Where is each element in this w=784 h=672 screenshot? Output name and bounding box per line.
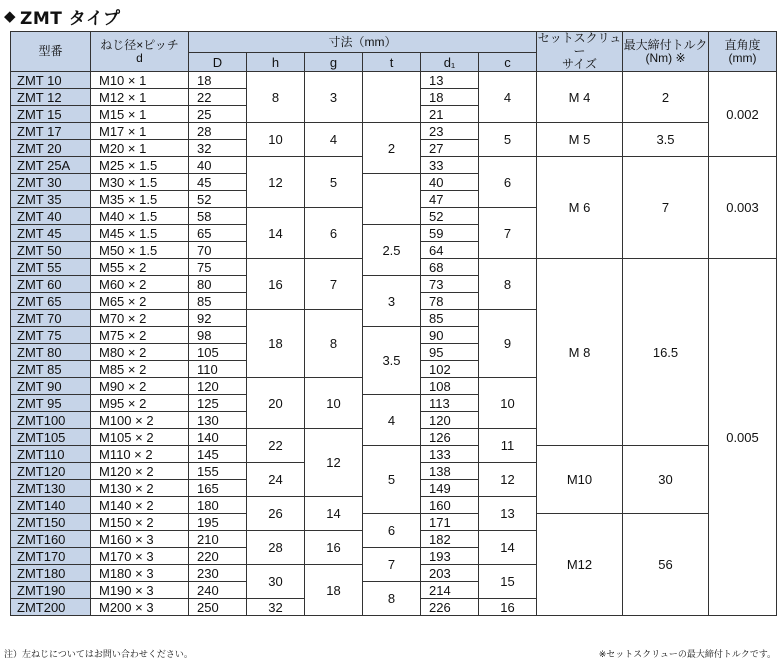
cell-model: ZMT 10 <box>11 72 91 89</box>
table-row <box>11 514 777 531</box>
cell-D: 75 <box>189 259 247 276</box>
header-h: h <box>247 53 305 72</box>
table-row <box>11 72 777 89</box>
cell-d1: 68 <box>421 259 479 276</box>
cell-model: ZMT 25A <box>11 157 91 174</box>
table-row <box>11 123 777 140</box>
cell-model: ZMT 50 <box>11 242 91 259</box>
cell-d1: 120 <box>421 412 479 429</box>
cell-h: 18 <box>247 310 305 378</box>
cell-d1: 64 <box>421 242 479 259</box>
cell-set-screw: M10 <box>537 446 623 514</box>
header-model: 型番 <box>11 32 91 72</box>
header-perpendicularity: 直角度 (mm) <box>709 32 777 72</box>
cell-h: 20 <box>247 378 305 429</box>
cell-g: 7 <box>305 259 363 310</box>
cell-D: 110 <box>189 361 247 378</box>
cell-t: 2 <box>363 123 421 174</box>
cell-model: ZMT190 <box>11 582 91 599</box>
cell-g: 4 <box>305 123 363 157</box>
spec-table <box>10 31 777 616</box>
table-row <box>11 446 777 463</box>
cell-h: 30 <box>247 565 305 599</box>
cell-g: 12 <box>305 429 363 497</box>
header-D: D <box>189 53 247 72</box>
table-body <box>11 72 777 616</box>
cell-thread: M85 × 2 <box>91 361 189 378</box>
cell-g: 18 <box>305 565 363 616</box>
cell-h: 28 <box>247 531 305 565</box>
cell-D: 58 <box>189 208 247 225</box>
cell-d1: 47 <box>421 191 479 208</box>
cell-t: 6 <box>363 514 421 548</box>
cell-d1: 193 <box>421 548 479 565</box>
cell-thread: M25 × 1.5 <box>91 157 189 174</box>
cell-d1: 95 <box>421 344 479 361</box>
cell-D: 25 <box>189 106 247 123</box>
cell-d1: 160 <box>421 497 479 514</box>
cell-thread: M20 × 1 <box>91 140 189 157</box>
cell-set-screw: M12 <box>537 514 623 616</box>
cell-thread: M200 × 3 <box>91 599 189 616</box>
cell-c: 16 <box>479 599 537 616</box>
cell-h: 16 <box>247 259 305 310</box>
cell-g: 3 <box>305 72 363 123</box>
cell-torque: 7 <box>623 157 709 259</box>
cell-set-screw: M 8 <box>537 259 623 446</box>
cell-thread: M50 × 1.5 <box>91 242 189 259</box>
cell-d1: 40 <box>421 174 479 191</box>
cell-c: 12 <box>479 463 537 497</box>
cell-d1: 203 <box>421 565 479 582</box>
cell-d1: 133 <box>421 446 479 463</box>
cell-t: 2.5 <box>363 225 421 276</box>
cell-c: 10 <box>479 378 537 429</box>
cell-d1: 126 <box>421 429 479 446</box>
cell-thread: M110 × 2 <box>91 446 189 463</box>
cell-D: 40 <box>189 157 247 174</box>
cell-d1: 27 <box>421 140 479 157</box>
cell-model: ZMT 40 <box>11 208 91 225</box>
cell-d1: 214 <box>421 582 479 599</box>
cell-D: 155 <box>189 463 247 480</box>
cell-g: 5 <box>305 157 363 208</box>
cell-thread: M80 × 2 <box>91 344 189 361</box>
cell-g: 14 <box>305 497 363 531</box>
cell-D: 130 <box>189 412 247 429</box>
cell-D: 240 <box>189 582 247 599</box>
cell-torque: 30 <box>623 446 709 514</box>
cell-d1: 59 <box>421 225 479 242</box>
cell-model: ZMT 70 <box>11 310 91 327</box>
cell-model: ZMT170 <box>11 548 91 565</box>
cell-d1: 13 <box>421 72 479 89</box>
cell-d1: 102 <box>421 361 479 378</box>
cell-d1: 73 <box>421 276 479 293</box>
cell-c: 8 <box>479 259 537 310</box>
cell-model: ZMT 95 <box>11 395 91 412</box>
cell-model: ZMT100 <box>11 412 91 429</box>
cell-thread: M100 × 2 <box>91 412 189 429</box>
cell-model: ZMT150 <box>11 514 91 531</box>
cell-t: 5 <box>363 446 421 514</box>
title-text: ZMT タイプ <box>20 8 121 29</box>
cell-model: ZMT140 <box>11 497 91 514</box>
cell-D: 80 <box>189 276 247 293</box>
cell-d1: 23 <box>421 123 479 140</box>
cell-c: 6 <box>479 157 537 208</box>
cell-thread: M95 × 2 <box>91 395 189 412</box>
cell-thread: M65 × 2 <box>91 293 189 310</box>
cell-h: 14 <box>247 208 305 259</box>
cell-thread: M130 × 2 <box>91 480 189 497</box>
cell-D: 85 <box>189 293 247 310</box>
cell-D: 210 <box>189 531 247 548</box>
cell-thread: M55 × 2 <box>91 259 189 276</box>
cell-d1: 226 <box>421 599 479 616</box>
cell-perpendicularity: 0.005 <box>709 259 777 616</box>
cell-D: 18 <box>189 72 247 89</box>
cell-set-screw: M 6 <box>537 157 623 259</box>
cell-D: 140 <box>189 429 247 446</box>
header-g: g <box>305 53 363 72</box>
cell-torque: 56 <box>623 514 709 616</box>
cell-thread: M40 × 1.5 <box>91 208 189 225</box>
cell-thread: M105 × 2 <box>91 429 189 446</box>
cell-set-screw: M 5 <box>537 123 623 157</box>
cell-thread: M140 × 2 <box>91 497 189 514</box>
cell-g: 16 <box>305 531 363 565</box>
table-title <box>4 4 120 28</box>
header-thread: ねじ径×ピッチ d <box>91 32 189 72</box>
header-t: t <box>363 53 421 72</box>
cell-thread: M35 × 1.5 <box>91 191 189 208</box>
cell-g: 6 <box>305 208 363 259</box>
cell-perpendicularity: 0.003 <box>709 157 777 259</box>
cell-c: 15 <box>479 565 537 599</box>
footnote-left: 注）左ねじについてはお問い合わせください。 <box>4 650 193 660</box>
cell-d1: 33 <box>421 157 479 174</box>
cell-model: ZMT 30 <box>11 174 91 191</box>
cell-model: ZMT120 <box>11 463 91 480</box>
cell-d1: 52 <box>421 208 479 225</box>
cell-g: 8 <box>305 310 363 378</box>
cell-c: 13 <box>479 497 537 531</box>
cell-c: 11 <box>479 429 537 463</box>
cell-D: 105 <box>189 344 247 361</box>
cell-D: 180 <box>189 497 247 514</box>
cell-D: 32 <box>189 140 247 157</box>
cell-model: ZMT160 <box>11 531 91 548</box>
cell-D: 45 <box>189 174 247 191</box>
cell-h: 12 <box>247 157 305 208</box>
cell-model: ZMT 55 <box>11 259 91 276</box>
cell-D: 65 <box>189 225 247 242</box>
cell-t <box>363 174 421 225</box>
cell-D: 230 <box>189 565 247 582</box>
cell-model: ZMT 12 <box>11 89 91 106</box>
cell-thread: M90 × 2 <box>91 378 189 395</box>
cell-thread: M15 × 1 <box>91 106 189 123</box>
cell-set-screw: M 4 <box>537 72 623 123</box>
cell-perpendicularity: 0.002 <box>709 72 777 157</box>
cell-model: ZMT 35 <box>11 191 91 208</box>
cell-g: 10 <box>305 378 363 429</box>
cell-d1: 171 <box>421 514 479 531</box>
diamond-icon: ◆ <box>4 7 17 25</box>
cell-thread: M60 × 2 <box>91 276 189 293</box>
cell-c: 5 <box>479 123 537 157</box>
header-c: c <box>479 53 537 72</box>
cell-model: ZMT 60 <box>11 276 91 293</box>
cell-D: 125 <box>189 395 247 412</box>
cell-d1: 108 <box>421 378 479 395</box>
cell-d1: 138 <box>421 463 479 480</box>
cell-h: 22 <box>247 429 305 463</box>
cell-d1: 18 <box>421 89 479 106</box>
cell-thread: M70 × 2 <box>91 310 189 327</box>
cell-model: ZMT 90 <box>11 378 91 395</box>
cell-model: ZMT110 <box>11 446 91 463</box>
cell-d1: 182 <box>421 531 479 548</box>
header-d1: d₁ <box>421 53 479 72</box>
cell-D: 22 <box>189 89 247 106</box>
cell-d1: 85 <box>421 310 479 327</box>
cell-D: 220 <box>189 548 247 565</box>
cell-t: 7 <box>363 548 421 582</box>
cell-model: ZMT 45 <box>11 225 91 242</box>
header-torque: 最大締付トルク (Nm) ※ <box>623 32 709 72</box>
cell-thread: M10 × 1 <box>91 72 189 89</box>
cell-c: 7 <box>479 208 537 259</box>
cell-model: ZMT130 <box>11 480 91 497</box>
cell-thread: M160 × 3 <box>91 531 189 548</box>
cell-D: 250 <box>189 599 247 616</box>
cell-torque: 2 <box>623 72 709 123</box>
cell-torque: 3.5 <box>623 123 709 157</box>
cell-model: ZMT 75 <box>11 327 91 344</box>
cell-D: 98 <box>189 327 247 344</box>
cell-model: ZMT 85 <box>11 361 91 378</box>
header-set-screw: セットスクリュー サイズ <box>537 31 622 71</box>
cell-D: 165 <box>189 480 247 497</box>
cell-t: 3 <box>363 276 421 327</box>
cell-D: 70 <box>189 242 247 259</box>
cell-t: 3.5 <box>363 327 421 395</box>
cell-c: 9 <box>479 310 537 378</box>
cell-d1: 113 <box>421 395 479 412</box>
cell-d1: 149 <box>421 480 479 497</box>
cell-thread: M75 × 2 <box>91 327 189 344</box>
cell-h: 32 <box>247 599 305 616</box>
cell-t: 4 <box>363 395 421 446</box>
cell-thread: M30 × 1.5 <box>91 174 189 191</box>
cell-D: 145 <box>189 446 247 463</box>
cell-thread: M190 × 3 <box>91 582 189 599</box>
cell-model: ZMT 80 <box>11 344 91 361</box>
cell-model: ZMT 20 <box>11 140 91 157</box>
cell-thread: M12 × 1 <box>91 89 189 106</box>
cell-h: 10 <box>247 123 305 157</box>
cell-D: 120 <box>189 378 247 395</box>
cell-thread: M17 × 1 <box>91 123 189 140</box>
footnote-right: ※セットスクリューの最大締付トルクです。 <box>598 650 776 660</box>
cell-h: 8 <box>247 72 305 123</box>
cell-D: 52 <box>189 191 247 208</box>
cell-d1: 90 <box>421 327 479 344</box>
cell-t: 8 <box>363 582 421 616</box>
cell-model: ZMT180 <box>11 565 91 582</box>
header-dimensions: 寸法（mm） <box>189 32 537 53</box>
cell-model: ZMT 17 <box>11 123 91 140</box>
table-header <box>11 32 777 72</box>
cell-thread: M45 × 1.5 <box>91 225 189 242</box>
cell-h: 26 <box>247 497 305 531</box>
cell-c: 14 <box>479 531 537 565</box>
cell-h: 24 <box>247 463 305 497</box>
cell-c: 4 <box>479 72 537 123</box>
cell-model: ZMT 15 <box>11 106 91 123</box>
cell-model: ZMT 65 <box>11 293 91 310</box>
cell-d1: 21 <box>421 106 479 123</box>
cell-thread: M170 × 3 <box>91 548 189 565</box>
cell-thread: M120 × 2 <box>91 463 189 480</box>
cell-model: ZMT105 <box>11 429 91 446</box>
cell-thread: M150 × 2 <box>91 514 189 531</box>
cell-torque: 16.5 <box>623 259 709 446</box>
cell-D: 195 <box>189 514 247 531</box>
cell-D: 92 <box>189 310 247 327</box>
cell-d1: 78 <box>421 293 479 310</box>
cell-D: 28 <box>189 123 247 140</box>
cell-t <box>363 72 421 123</box>
cell-model: ZMT200 <box>11 599 91 616</box>
cell-thread: M180 × 3 <box>91 565 189 582</box>
